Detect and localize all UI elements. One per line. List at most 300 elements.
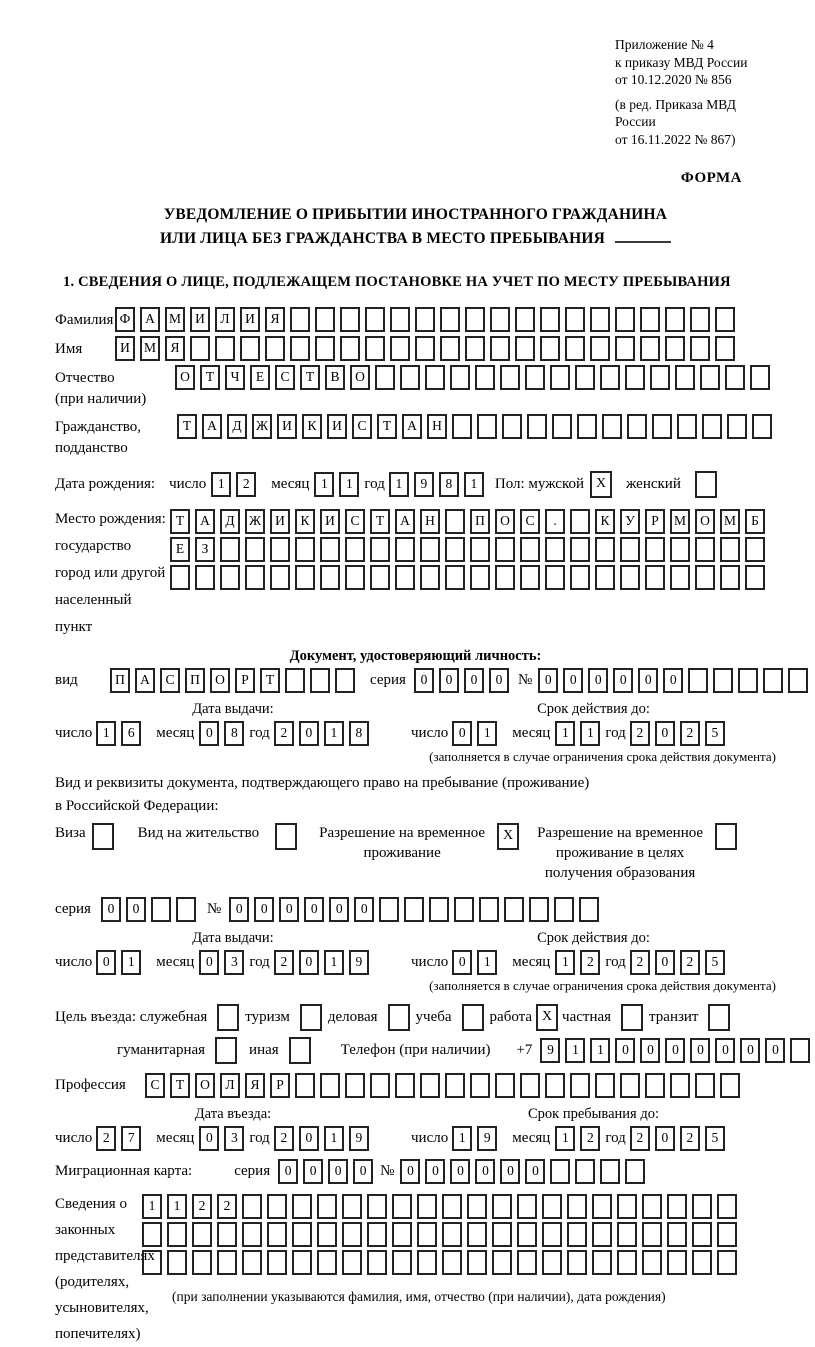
char-cell[interactable]: [592, 1250, 612, 1275]
char-cell[interactable]: Ж: [245, 509, 265, 534]
char-cell[interactable]: [192, 1250, 212, 1275]
char-cell[interactable]: Р: [270, 1073, 290, 1098]
char-cell[interactable]: [367, 1194, 387, 1219]
char-cell[interactable]: [317, 1194, 337, 1219]
char-cell[interactable]: [245, 565, 265, 590]
char-cell[interactable]: Т: [200, 365, 220, 390]
char-cell[interactable]: [320, 565, 340, 590]
char-cell[interactable]: [517, 1194, 537, 1219]
char-cell[interactable]: 0: [101, 897, 121, 922]
char-cell[interactable]: [692, 1250, 712, 1275]
char-cell[interactable]: 8: [224, 721, 244, 746]
char-cell[interactable]: С: [520, 509, 540, 534]
char-cell[interactable]: 0: [489, 668, 509, 693]
char-cell[interactable]: 0: [353, 1159, 373, 1184]
char-cell[interactable]: Л: [220, 1073, 240, 1098]
char-cell[interactable]: [445, 537, 465, 562]
char-cell[interactable]: 0: [765, 1038, 785, 1063]
char-cell[interactable]: [670, 537, 690, 562]
char-cell[interactable]: [600, 365, 620, 390]
char-cell[interactable]: [620, 1073, 640, 1098]
char-cell[interactable]: [677, 414, 697, 439]
char-cell[interactable]: [642, 1222, 662, 1247]
char-cell[interactable]: [752, 414, 772, 439]
char-cell[interactable]: 0: [425, 1159, 445, 1184]
char-cell[interactable]: 1: [555, 950, 575, 975]
char-cell[interactable]: [429, 897, 449, 922]
char-cell[interactable]: [392, 1250, 412, 1275]
char-cell[interactable]: 1: [142, 1194, 162, 1219]
char-cell[interactable]: 5: [705, 950, 725, 975]
char-cell[interactable]: [415, 307, 435, 332]
char-cell[interactable]: 2: [274, 721, 294, 746]
char-cell[interactable]: З: [195, 537, 215, 562]
char-cell[interactable]: Е: [250, 365, 270, 390]
purpose-tourism-checkbox[interactable]: [300, 1004, 322, 1031]
char-cell[interactable]: [738, 668, 758, 693]
char-cell[interactable]: [450, 365, 470, 390]
char-cell[interactable]: 0: [229, 897, 249, 922]
char-cell[interactable]: [395, 537, 415, 562]
char-cell[interactable]: Ж: [252, 414, 272, 439]
char-cell[interactable]: [345, 537, 365, 562]
char-cell[interactable]: Т: [260, 668, 280, 693]
char-cell[interactable]: [267, 1222, 287, 1247]
char-cell[interactable]: [595, 1073, 615, 1098]
char-cell[interactable]: [395, 1073, 415, 1098]
char-cell[interactable]: [645, 537, 665, 562]
char-cell[interactable]: 0: [640, 1038, 660, 1063]
char-cell[interactable]: [575, 365, 595, 390]
char-cell[interactable]: [167, 1222, 187, 1247]
char-cell[interactable]: 0: [638, 668, 658, 693]
char-cell[interactable]: [417, 1250, 437, 1275]
char-cell[interactable]: [454, 897, 474, 922]
char-cell[interactable]: [525, 365, 545, 390]
char-cell[interactable]: [265, 336, 285, 361]
char-cell[interactable]: 9: [477, 1126, 497, 1151]
char-cell[interactable]: О: [495, 509, 515, 534]
char-cell[interactable]: [295, 537, 315, 562]
char-cell[interactable]: [270, 537, 290, 562]
char-cell[interactable]: [695, 1073, 715, 1098]
char-cell[interactable]: [550, 1159, 570, 1184]
char-cell[interactable]: [542, 1250, 562, 1275]
char-cell[interactable]: [617, 1222, 637, 1247]
char-cell[interactable]: [620, 537, 640, 562]
char-cell[interactable]: [467, 1194, 487, 1219]
char-cell[interactable]: [220, 565, 240, 590]
char-cell[interactable]: И: [270, 509, 290, 534]
char-cell[interactable]: 0: [500, 1159, 520, 1184]
char-cell[interactable]: Р: [645, 509, 665, 534]
char-cell[interactable]: [565, 307, 585, 332]
char-cell[interactable]: Н: [427, 414, 447, 439]
char-cell[interactable]: 0: [299, 950, 319, 975]
char-cell[interactable]: [392, 1222, 412, 1247]
char-cell[interactable]: 2: [274, 950, 294, 975]
char-cell[interactable]: [788, 668, 808, 693]
char-cell[interactable]: 1: [477, 950, 497, 975]
char-cell[interactable]: [315, 336, 335, 361]
char-cell[interactable]: 2: [680, 1126, 700, 1151]
char-cell[interactable]: 0: [199, 950, 219, 975]
char-cell[interactable]: [342, 1222, 362, 1247]
char-cell[interactable]: 0: [690, 1038, 710, 1063]
char-cell[interactable]: [542, 1194, 562, 1219]
char-cell[interactable]: П: [470, 509, 490, 534]
char-cell[interactable]: 7: [121, 1126, 141, 1151]
char-cell[interactable]: [670, 565, 690, 590]
char-cell[interactable]: Я: [245, 1073, 265, 1098]
char-cell[interactable]: Я: [165, 336, 185, 361]
char-cell[interactable]: [285, 668, 305, 693]
char-cell[interactable]: [242, 1194, 262, 1219]
char-cell[interactable]: 1: [580, 721, 600, 746]
char-cell[interactable]: [520, 1073, 540, 1098]
char-cell[interactable]: [345, 565, 365, 590]
char-cell[interactable]: 0: [254, 897, 274, 922]
char-cell[interactable]: [320, 1073, 340, 1098]
char-cell[interactable]: [495, 537, 515, 562]
char-cell[interactable]: Т: [377, 414, 397, 439]
char-cell[interactable]: [717, 1222, 737, 1247]
char-cell[interactable]: М: [140, 336, 160, 361]
char-cell[interactable]: [645, 565, 665, 590]
char-cell[interactable]: [602, 414, 622, 439]
char-cell[interactable]: [245, 537, 265, 562]
char-cell[interactable]: [692, 1222, 712, 1247]
char-cell[interactable]: 1: [324, 721, 344, 746]
char-cell[interactable]: 0: [663, 668, 683, 693]
char-cell[interactable]: [142, 1222, 162, 1247]
char-cell[interactable]: [479, 897, 499, 922]
char-cell[interactable]: Н: [420, 509, 440, 534]
char-cell[interactable]: А: [140, 307, 160, 332]
char-cell[interactable]: [295, 565, 315, 590]
char-cell[interactable]: [504, 897, 524, 922]
char-cell[interactable]: 1: [452, 1126, 472, 1151]
char-cell[interactable]: [342, 1250, 362, 1275]
char-cell[interactable]: [692, 1194, 712, 1219]
char-cell[interactable]: [192, 1222, 212, 1247]
char-cell[interactable]: 2: [96, 1126, 116, 1151]
char-cell[interactable]: [717, 1194, 737, 1219]
char-cell[interactable]: 1: [324, 950, 344, 975]
char-cell[interactable]: [335, 668, 355, 693]
char-cell[interactable]: 0: [525, 1159, 545, 1184]
char-cell[interactable]: [550, 365, 570, 390]
char-cell[interactable]: П: [185, 668, 205, 693]
char-cell[interactable]: [370, 1073, 390, 1098]
char-cell[interactable]: [554, 897, 574, 922]
char-cell[interactable]: [665, 336, 685, 361]
char-cell[interactable]: 2: [580, 1126, 600, 1151]
char-cell[interactable]: [465, 336, 485, 361]
char-cell[interactable]: С: [275, 365, 295, 390]
char-cell[interactable]: Б: [745, 509, 765, 534]
char-cell[interactable]: .: [545, 509, 565, 534]
char-cell[interactable]: [642, 1250, 662, 1275]
char-cell[interactable]: [370, 565, 390, 590]
char-cell[interactable]: [477, 414, 497, 439]
char-cell[interactable]: И: [327, 414, 347, 439]
char-cell[interactable]: [404, 897, 424, 922]
char-cell[interactable]: [345, 1073, 365, 1098]
char-cell[interactable]: [240, 336, 260, 361]
char-cell[interactable]: [515, 336, 535, 361]
char-cell[interactable]: Л: [215, 307, 235, 332]
char-cell[interactable]: [552, 414, 572, 439]
char-cell[interactable]: [390, 307, 410, 332]
char-cell[interactable]: [452, 414, 472, 439]
char-cell[interactable]: [470, 1073, 490, 1098]
char-cell[interactable]: [617, 1194, 637, 1219]
char-cell[interactable]: [517, 1222, 537, 1247]
char-cell[interactable]: [370, 537, 390, 562]
char-cell[interactable]: [467, 1250, 487, 1275]
char-cell[interactable]: [540, 336, 560, 361]
char-cell[interactable]: [290, 307, 310, 332]
char-cell[interactable]: 9: [349, 950, 369, 975]
char-cell[interactable]: [695, 565, 715, 590]
char-cell[interactable]: [790, 1038, 810, 1063]
char-cell[interactable]: [365, 336, 385, 361]
char-cell[interactable]: 1: [314, 472, 334, 497]
char-cell[interactable]: [640, 307, 660, 332]
char-cell[interactable]: В: [325, 365, 345, 390]
temp-permit-checkbox[interactable]: X: [497, 823, 519, 850]
char-cell[interactable]: [320, 537, 340, 562]
char-cell[interactable]: [545, 537, 565, 562]
char-cell[interactable]: К: [295, 509, 315, 534]
char-cell[interactable]: О: [695, 509, 715, 534]
char-cell[interactable]: 8: [349, 721, 369, 746]
char-cell[interactable]: [292, 1250, 312, 1275]
char-cell[interactable]: 0: [715, 1038, 735, 1063]
char-cell[interactable]: [579, 897, 599, 922]
char-cell[interactable]: И: [115, 336, 135, 361]
char-cell[interactable]: 0: [740, 1038, 760, 1063]
char-cell[interactable]: [340, 307, 360, 332]
char-cell[interactable]: Р: [235, 668, 255, 693]
char-cell[interactable]: [190, 336, 210, 361]
char-cell[interactable]: О: [210, 668, 230, 693]
char-cell[interactable]: 1: [464, 472, 484, 497]
char-cell[interactable]: О: [175, 365, 195, 390]
char-cell[interactable]: [690, 307, 710, 332]
char-cell[interactable]: П: [110, 668, 130, 693]
purpose-business-checkbox[interactable]: [388, 1004, 410, 1031]
char-cell[interactable]: [650, 365, 670, 390]
char-cell[interactable]: [750, 365, 770, 390]
char-cell[interactable]: [567, 1250, 587, 1275]
char-cell[interactable]: [688, 668, 708, 693]
char-cell[interactable]: [475, 365, 495, 390]
char-cell[interactable]: 3: [224, 950, 244, 975]
char-cell[interactable]: [425, 365, 445, 390]
char-cell[interactable]: [310, 668, 330, 693]
purpose-private-checkbox[interactable]: [621, 1004, 643, 1031]
char-cell[interactable]: [470, 537, 490, 562]
visa-checkbox[interactable]: [92, 823, 114, 850]
char-cell[interactable]: [500, 365, 520, 390]
char-cell[interactable]: 0: [96, 950, 116, 975]
char-cell[interactable]: [745, 565, 765, 590]
char-cell[interactable]: [745, 537, 765, 562]
sex-female-checkbox[interactable]: [695, 471, 717, 498]
char-cell[interactable]: 1: [477, 721, 497, 746]
char-cell[interactable]: [442, 1250, 462, 1275]
char-cell[interactable]: 2: [274, 1126, 294, 1151]
char-cell[interactable]: [620, 565, 640, 590]
char-cell[interactable]: [567, 1194, 587, 1219]
char-cell[interactable]: [442, 1222, 462, 1247]
char-cell[interactable]: [570, 565, 590, 590]
char-cell[interactable]: [417, 1194, 437, 1219]
char-cell[interactable]: [492, 1194, 512, 1219]
char-cell[interactable]: 1: [96, 721, 116, 746]
char-cell[interactable]: 2: [217, 1194, 237, 1219]
char-cell[interactable]: 1: [555, 721, 575, 746]
char-cell[interactable]: А: [135, 668, 155, 693]
char-cell[interactable]: [242, 1250, 262, 1275]
char-cell[interactable]: Т: [300, 365, 320, 390]
char-cell[interactable]: 0: [655, 721, 675, 746]
char-cell[interactable]: 0: [450, 1159, 470, 1184]
char-cell[interactable]: 9: [540, 1038, 560, 1063]
char-cell[interactable]: 0: [304, 897, 324, 922]
char-cell[interactable]: 6: [121, 721, 141, 746]
char-cell[interactable]: [615, 307, 635, 332]
char-cell[interactable]: 0: [199, 721, 219, 746]
char-cell[interactable]: [465, 307, 485, 332]
char-cell[interactable]: [340, 336, 360, 361]
char-cell[interactable]: 3: [224, 1126, 244, 1151]
char-cell[interactable]: 9: [414, 472, 434, 497]
char-cell[interactable]: А: [402, 414, 422, 439]
char-cell[interactable]: Я: [265, 307, 285, 332]
char-cell[interactable]: 5: [705, 721, 725, 746]
char-cell[interactable]: [720, 565, 740, 590]
char-cell[interactable]: 0: [615, 1038, 635, 1063]
char-cell[interactable]: [495, 1073, 515, 1098]
char-cell[interactable]: 1: [590, 1038, 610, 1063]
char-cell[interactable]: [565, 336, 585, 361]
char-cell[interactable]: [690, 336, 710, 361]
char-cell[interactable]: [540, 307, 560, 332]
char-cell[interactable]: Т: [177, 414, 197, 439]
char-cell[interactable]: [420, 565, 440, 590]
char-cell[interactable]: [527, 414, 547, 439]
char-cell[interactable]: Ч: [225, 365, 245, 390]
char-cell[interactable]: [367, 1250, 387, 1275]
char-cell[interactable]: [420, 1073, 440, 1098]
char-cell[interactable]: Д: [227, 414, 247, 439]
char-cell[interactable]: 1: [555, 1126, 575, 1151]
char-cell[interactable]: [640, 336, 660, 361]
char-cell[interactable]: 1: [121, 950, 141, 975]
char-cell[interactable]: [667, 1222, 687, 1247]
char-cell[interactable]: С: [345, 509, 365, 534]
char-cell[interactable]: [600, 1159, 620, 1184]
char-cell[interactable]: [715, 336, 735, 361]
char-cell[interactable]: [667, 1250, 687, 1275]
char-cell[interactable]: И: [320, 509, 340, 534]
char-cell[interactable]: [625, 1159, 645, 1184]
char-cell[interactable]: [577, 414, 597, 439]
char-cell[interactable]: 0: [354, 897, 374, 922]
char-cell[interactable]: [142, 1250, 162, 1275]
char-cell[interactable]: [595, 537, 615, 562]
char-cell[interactable]: [495, 565, 515, 590]
char-cell[interactable]: [445, 509, 465, 534]
char-cell[interactable]: [715, 307, 735, 332]
char-cell[interactable]: [625, 365, 645, 390]
char-cell[interactable]: [470, 565, 490, 590]
char-cell[interactable]: [700, 365, 720, 390]
char-cell[interactable]: М: [720, 509, 740, 534]
char-cell[interactable]: [590, 307, 610, 332]
char-cell[interactable]: Ф: [115, 307, 135, 332]
char-cell[interactable]: 0: [299, 721, 319, 746]
char-cell[interactable]: М: [670, 509, 690, 534]
char-cell[interactable]: [720, 1073, 740, 1098]
char-cell[interactable]: 0: [452, 721, 472, 746]
char-cell[interactable]: [167, 1250, 187, 1275]
sex-male-checkbox[interactable]: X: [590, 471, 612, 498]
char-cell[interactable]: [215, 336, 235, 361]
char-cell[interactable]: 0: [329, 897, 349, 922]
char-cell[interactable]: [520, 565, 540, 590]
purpose-transit-checkbox[interactable]: [708, 1004, 730, 1031]
char-cell[interactable]: [615, 336, 635, 361]
char-cell[interactable]: [400, 365, 420, 390]
char-cell[interactable]: [642, 1194, 662, 1219]
char-cell[interactable]: К: [302, 414, 322, 439]
char-cell[interactable]: 2: [580, 950, 600, 975]
char-cell[interactable]: 5: [705, 1126, 725, 1151]
char-cell[interactable]: [195, 565, 215, 590]
char-cell[interactable]: [417, 1222, 437, 1247]
char-cell[interactable]: 0: [588, 668, 608, 693]
char-cell[interactable]: И: [277, 414, 297, 439]
char-cell[interactable]: [367, 1222, 387, 1247]
char-cell[interactable]: [295, 1073, 315, 1098]
purpose-work-checkbox[interactable]: X: [536, 1004, 558, 1031]
char-cell[interactable]: [665, 307, 685, 332]
char-cell[interactable]: А: [202, 414, 222, 439]
char-cell[interactable]: [545, 565, 565, 590]
char-cell[interactable]: [217, 1222, 237, 1247]
char-cell[interactable]: 1: [565, 1038, 585, 1063]
char-cell[interactable]: К: [595, 509, 615, 534]
char-cell[interactable]: О: [195, 1073, 215, 1098]
char-cell[interactable]: [717, 1250, 737, 1275]
char-cell[interactable]: А: [395, 509, 415, 534]
char-cell[interactable]: [242, 1222, 262, 1247]
char-cell[interactable]: [590, 336, 610, 361]
char-cell[interactable]: 0: [279, 897, 299, 922]
char-cell[interactable]: [415, 336, 435, 361]
char-cell[interactable]: [467, 1222, 487, 1247]
char-cell[interactable]: 0: [299, 1126, 319, 1151]
char-cell[interactable]: [517, 1250, 537, 1275]
char-cell[interactable]: [490, 307, 510, 332]
char-cell[interactable]: 0: [439, 668, 459, 693]
char-cell[interactable]: 0: [328, 1159, 348, 1184]
char-cell[interactable]: [490, 336, 510, 361]
